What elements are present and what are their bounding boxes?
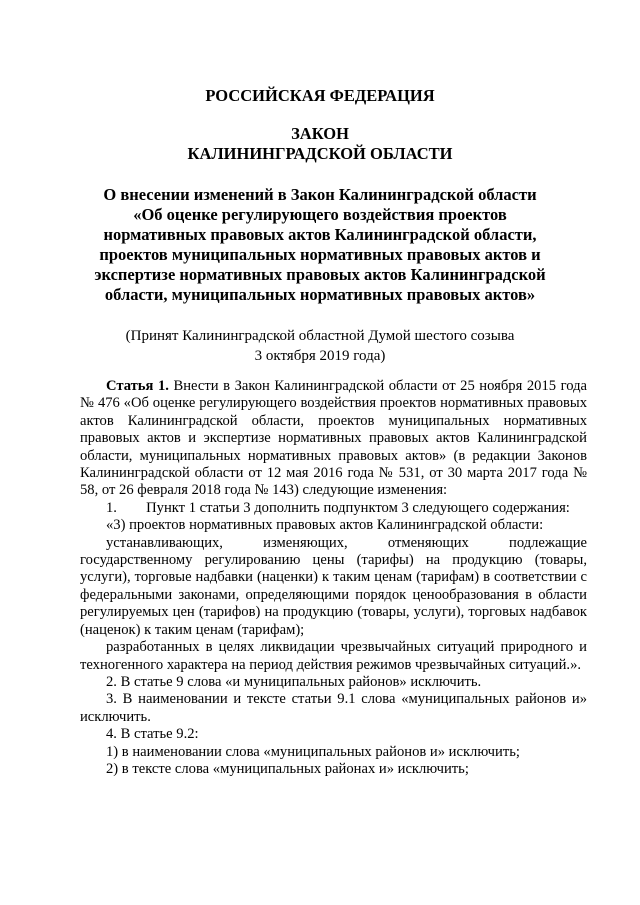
adoption-line: (Принят Калининградской областной Думой шестого созыва — [125, 328, 515, 344]
paragraph-tariffs: устанавливающих, изменяющих, отменяющих подлежащие государственному регулированию цены (тарифы) на продукцию (товары, услуги), торговые надбавки (наценки) к таким ценам (тарифам) в соответствии с федеральными законами, определяющими порядок ценообразования в области регулируемых цен (тарифов) на продукцию (товары, услуги), торговых надбавок (наценок) к таким ценам (тарифам); — [80, 534, 587, 638]
article-1-text: Внести в Закон Калининградской области от 25 ноября 2015 года № 476 «Об оценке регулирующего воздействия проектов нормативных правовых актов Калининградской области, проектов муниципальных нормативных правовых актов и экспертизе нормативных правовых актов Калининградской области, муниципальных нормативных правовых актов» (в редакции Законов Калининградской области от 12 мая 2016 года № 531, от 30 марта 2017 года № 58, от 26 февраля 2018 года № 143) следующие изменения: — [80, 378, 588, 499]
title-line: нормативных правовых актов Калининградской области, — [103, 225, 537, 244]
federation-heading: РОССИЙСКАЯ ФЕДЕРАЦИЯ — [205, 86, 435, 105]
law-label: ЗАКОН — [291, 124, 349, 143]
paragraph-subitem-3: «3) проектов нормативных правовых актов Калининградской области: — [106, 517, 544, 534]
title-line: «Об оценке регулирующего воздействия проектов — [133, 205, 507, 224]
title-line: области, муниципальных нормативных правовых актов» — [104, 285, 536, 304]
law-body — [80, 378, 587, 778]
article-1-paragraph — [80, 378, 587, 500]
title-line: экспертизе нормативных правовых актов Калининградской — [94, 265, 546, 284]
paragraph-item-1: 1. Пункт 1 статьи 3 дополнить подпунктом 3 следующего содержания: — [106, 499, 570, 516]
title-line: О внесении изменений в Закон Калининградской области — [103, 185, 537, 204]
adoption-line: 3 октября 2019 года) — [254, 348, 386, 364]
paragraph-subitem-2: 2) в тексте слова «муниципальных районах и» исключить; — [106, 760, 469, 777]
article-label: Статья 1. — [106, 378, 169, 394]
paragraph-subitem-1: 1) в наименовании слова «муниципальных районов и» исключить; — [106, 743, 520, 760]
adoption-note — [60, 326, 580, 366]
paragraph-item-4: 4. В статье 9.2: — [106, 726, 199, 743]
law-title — [60, 185, 580, 305]
region-heading: КАЛИНИНГРАДСКОЙ ОБЛАСТИ — [187, 144, 453, 163]
paragraph-item-3: 3. В наименовании и тексте статьи 9.1 слова «муниципальных районов и» исключить. — [80, 691, 587, 725]
paragraph-emergency: разработанных в целях ликвидации чрезвычайных ситуаций природного и техногенного характера на период действия режимов чрезвычайных ситуаций.». — [80, 639, 587, 673]
title-line: проектов муниципальных нормативных правовых актов и — [99, 245, 541, 264]
paragraph-item-2: 2. В статье 9 слова «и муниципальных районов» исключить. — [106, 673, 482, 690]
